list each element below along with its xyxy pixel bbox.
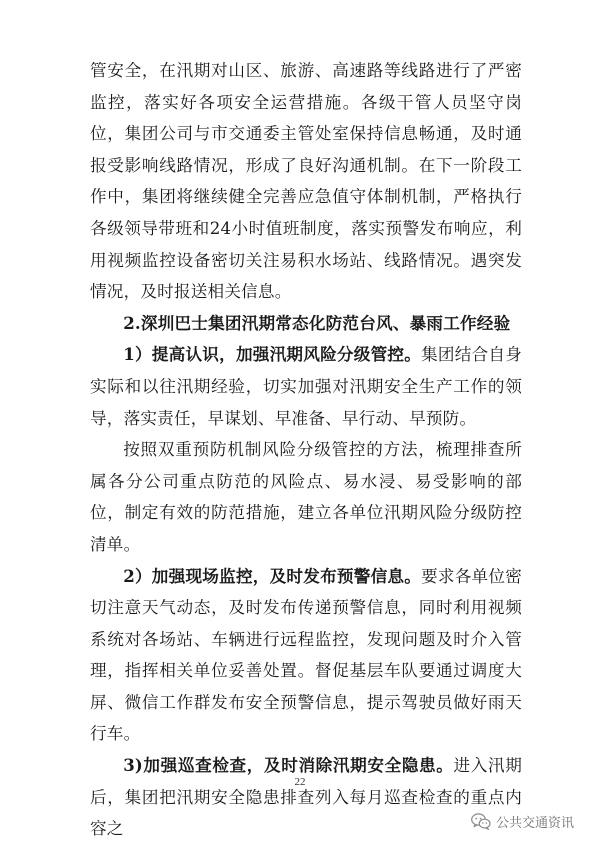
paragraph-text: 按照双重预防机制风险分级管控的方法，梳理排查所属各分公司重点防范的风险点、易水浸、易受影响的部位，制定有效的防范措施，建立各单位汛期风险分级防控清单。 (90, 440, 522, 554)
paragraph-text: 集团结合自身实际和以往汛期经验，切实加强对汛期安全生产工作的领导，落实责任，早谋划、早准备、早行动、早预防。 (90, 345, 522, 428)
paragraph-text: 进入汛期后，集团把汛期安全隐患排查列入每月巡查检查的重点内容之 (90, 756, 522, 839)
paragraph-text: 要求各单位密切注意天气动态，及时发布传递预警信息，同时利用视频系统对各场站、车辆进行远程监控，发现问题及时介入管理，指挥相关单位妥善处置。督促基层车队要通过调度大屏、微信工作群发布安全预警信息，提示驾驶员做好雨天行车。 (90, 566, 522, 744)
section-heading (90, 308, 522, 340)
paragraph-lead: 2）加强现场监控，及时发布预警信息。 (123, 565, 422, 586)
section-heading-text: 2.深圳巴士集团汛期常态化防范台风、暴雨工作经验 (123, 312, 511, 333)
paragraph-lead: 1）提高认识，加强汛期风险分级管控。 (123, 344, 422, 365)
paragraph-item-1 (90, 339, 522, 434)
paragraph-normal (90, 434, 522, 560)
paragraph-item-3 (90, 750, 522, 845)
page-number: 22 (294, 776, 306, 788)
document-body (90, 55, 522, 845)
wechat-icon (471, 813, 491, 830)
watermark-text: 公共交通资讯 (495, 816, 574, 831)
paragraph-text: 管安全，在汛期对山区、旅游、高速路等线路进行了严密监控，落实好各项安全运营措施。各级干管人员坚守岗位，集团公司与市交通委主管处室保持信息畅通，及时通报受影响线路情况，形成了良好沟通机制。在下一阶段工作中，集团将继续健全完善应急值守体制机制，严格执行各级领导带班和24小时值班制度，落实预警发布响应，利用视频监控设备密切关注易积水场站、线路情况。遇突发情况，及时报送相关信息。 (90, 61, 522, 302)
paragraph-lead: 3)加强巡查检查，及时消除汛期安全隐患。 (123, 755, 454, 776)
paragraph-item-2 (90, 561, 522, 751)
watermark (471, 812, 574, 831)
paragraph-continuation (90, 55, 522, 308)
